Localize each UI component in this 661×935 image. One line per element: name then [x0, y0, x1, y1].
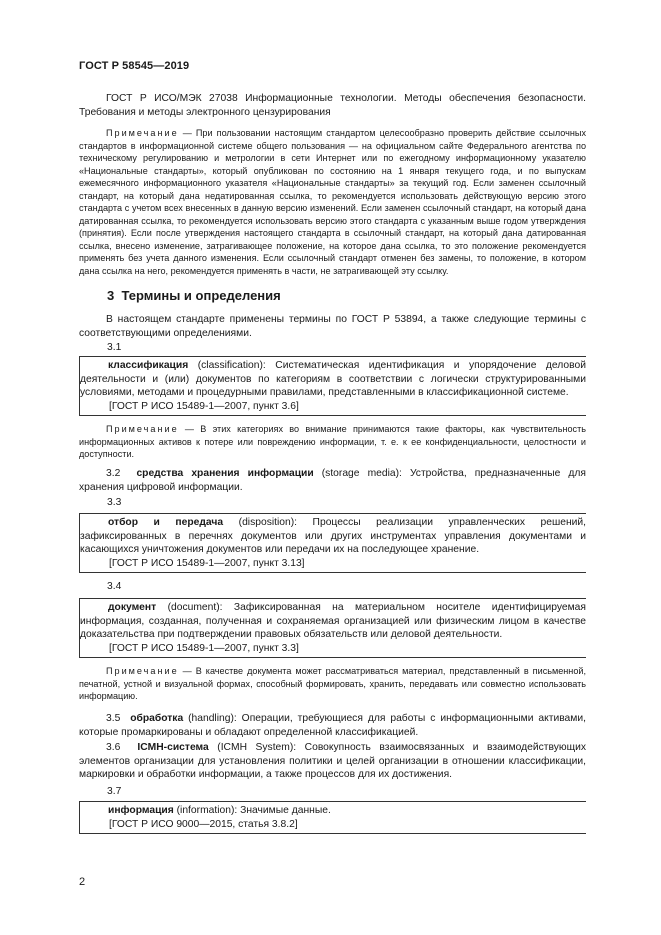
term-3-2: [79, 467, 586, 494]
section-number: 3: [107, 288, 115, 303]
note-text: — При пользовании настоящим стандартом целесообразно проверить действие ссылочных стандартов в информационной системе общего пользования — на официальном сайте Федерального агентства по техническому регулированию и метрологии в сети Интернет или по ежегодному информационному указателю «Национальные стандарты», который опубликован по состоянию на 1 января текущего года, и по выпускам ежемесячного информационного указателя «Национальные стандарты» за текущий год. Если заменен ссылочный стандарт, на который дана недатированная ссылка, то рекомендуется использовать действующую версию этого стандарта с учетом всех внесенных в данную версию изменений. Если заменен ссылочный стандарт, на который дана датированная ссылка, то рекомендуется использовать версию этого стандарта с указанным выше годом утверждения (принятия). Если после утверждения настоящего стандарта в ссылочный стандарт, на который дана датированная ссылка, внесено изменение, затрагивающее положение, на которое дана ссылка, то это положение рекомендуется применять без учета данного изменения. Если ссылочный стандарт отменен без замены, то положение, в котором дана ссылка на него, рекомендуется применять в части, не затрагивающей эту ссылку.: [79, 128, 586, 276]
section-title: Термины и определения: [121, 288, 281, 303]
term-name: обработка: [130, 713, 184, 724]
term-definition: (disposition): Процессы реализации управленческих решений, зафиксированных в перечнях документов или других инструментах управления документами и касающихся уничтожения документов или передачи их на последующее хранение.: [80, 517, 586, 556]
note-label: Примечание: [106, 424, 179, 434]
term-definition: (document): Зафиксированная на материальном носителе идентифицируемая информация, созданная, полученная и сохраняемая организацией или физическим лицом в качестве доказательства при подтверждении правовых обязательств или деловой деятельности.: [80, 602, 586, 641]
term-definition: (ICMH System): Совокупность взаимосвязанных и взаимодействующих элементов организации для установления политики и целей организации в отношении классификации, маркировки и обработки информации, а также процессов для их достижения.: [79, 742, 586, 781]
note-references: [79, 127, 586, 277]
term-number-3-1: 3.1: [107, 342, 122, 353]
section-heading: [107, 288, 281, 304]
term-source: [ГОСТ Р ИСО 15489-1—2007, пункт 3.13]: [109, 557, 305, 569]
term-3-6: [79, 741, 586, 782]
term-source: [ГОСТ Р ИСО 15489-1—2007, пункт 3.3]: [109, 642, 299, 654]
term-name: информация: [108, 805, 174, 816]
note-categories: [79, 423, 586, 461]
note-label: Примечание: [106, 666, 179, 676]
note-text: — В этих категориях во внимание принимаются такие факторы, как чувствительность информационных активов к потере или повреждению информации, т. е. к ее конфиденциальности, целостности и доступности.: [79, 424, 586, 459]
term-definition: (handling): Операции, требующиеся для работы с информационными активами, которые промаркированы и обладают определенной классификацией.: [79, 713, 586, 738]
term-number-3-4: 3.4: [107, 581, 122, 592]
term-definition: (information): Значимые данные.: [173, 805, 331, 816]
reference-text: ГОСТ Р ИСО/МЭК 27038 Информационные технологии. Методы обеспечения безопасности. Требования и методы электронного цензурирования: [79, 93, 586, 118]
term-source: [ГОСТ Р ИСО 9000—2015, статья 3.8.2]: [109, 818, 298, 830]
term-number-3-7: 3.7: [107, 786, 122, 797]
term-box-information: [79, 801, 586, 834]
term-name: средства хранения информации: [136, 468, 314, 479]
term-definition: (classification): Систематическая идентификация и упорядочение деловой деятельности и (или) документов по категориям в соответствии с логически структурированными условиями, методами и процедурными правилами, представленными в классификационной системе.: [80, 360, 586, 399]
term-name: отбор и передача: [108, 517, 224, 528]
note-document: [79, 665, 586, 703]
term-name: документ: [108, 602, 157, 613]
note-label: Примечание: [106, 128, 179, 138]
term-box-classification: [79, 356, 586, 416]
term-name: ICMH-система: [137, 742, 209, 753]
page-number: 2: [79, 876, 86, 888]
term-source: [ГОСТ Р ИСО 15489-1—2007, пункт 3.6]: [109, 400, 299, 412]
term-3-5: [79, 712, 586, 739]
term-definition: (storage media): Устройства, предназначенные для хранения цифровой информации.: [79, 468, 586, 493]
term-number-3-3: 3.3: [107, 497, 122, 508]
term-box-disposition: [79, 513, 586, 573]
document-id-header: ГОСТ Р 58545—2019: [79, 60, 190, 72]
term-box-document: [79, 598, 586, 658]
reference-entry: [79, 92, 586, 119]
term-number: 3.6: [106, 742, 121, 753]
term-number: 3.5: [106, 713, 121, 724]
term-name: классификация: [108, 360, 189, 371]
term-number: 3.2: [106, 468, 121, 479]
note-text: — В качестве документа может рассматриваться материал, представленный в письменной, печатной, устной и визуальной формах, способный формировать, хранить, передавать или совместно использовать информацию.: [79, 666, 586, 701]
intro-text: В настоящем стандарте применены термины по ГОСТ Р 53894, а также следующие термины с соответствующими определениями.: [79, 314, 586, 339]
section-intro: [79, 313, 586, 340]
